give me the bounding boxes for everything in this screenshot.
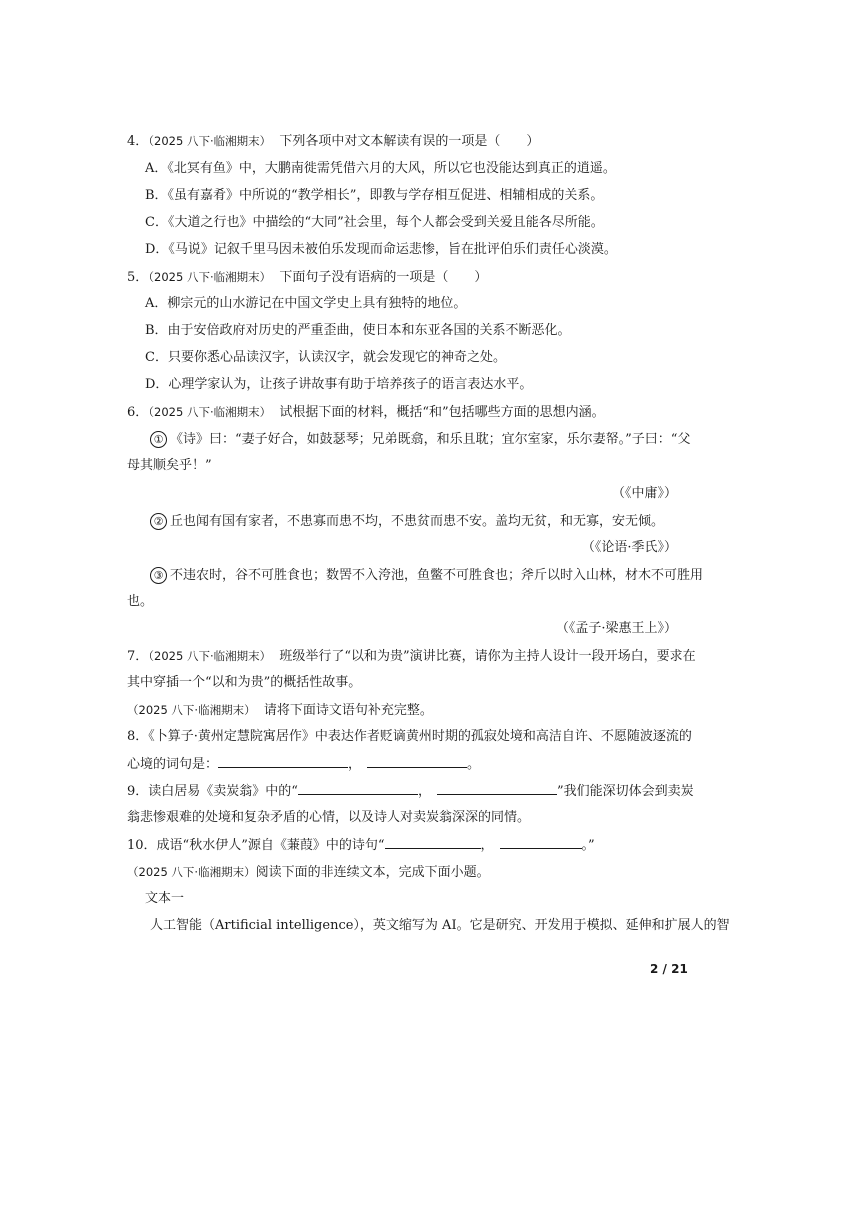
source-tag: （2025 八下·临湘期末） [148, 649, 272, 663]
section-instruction: 阅读下面的非连续文本，完成下面小题。 [255, 865, 490, 880]
end-mark: 。 [467, 757, 481, 772]
source-tag: （2025 八下·临湘期末） [148, 270, 272, 284]
question-7-line2: 其中穿插一个“以和为贵”的概括性故事。 [127, 675, 362, 690]
question-text: ”我们能深切体会到卖炭 [556, 784, 694, 799]
option-d: D．《马说》记叙千里马因未被伯乐发现而命运悲惨，旨在批评伯乐们责任心淡漠。 [145, 242, 617, 257]
material-2-line1 [150, 513, 664, 530]
answer-blank[interactable] [437, 783, 557, 795]
option-b: B．《虽有嘉肴》中所说的“教学相长”，即教与学存相互促进、相辅相成的关系。 [145, 188, 604, 203]
end-mark: 。” [581, 838, 595, 853]
question-7-stem [127, 648, 696, 665]
question-9-line2: 翁悲惨艰难的处境和复杂矛盾的心情，以及诗人对卖炭翁深深的同情。 [127, 810, 531, 825]
text1-heading: 文本一 [145, 891, 185, 906]
question-text: 试根据下面的材料，概括“和”包括哪些方面的思想内涵。 [279, 405, 605, 420]
source-tag: （2025 八下·临湘期末） [148, 134, 272, 148]
separator: ， [417, 784, 431, 799]
circled-number: ② [150, 513, 167, 530]
question-5-stem [127, 269, 487, 286]
material-text: 《诗》曰：“妻子好合，如鼓瑟琴；兄弟既翕，和乐且耽；宜尔室家，乐尔妻帑。”子曰：“父 [170, 432, 691, 447]
source-tag: （2025 八下·临湘期末） [127, 865, 256, 879]
material-text: 丘也闻有国有家者，不患寡而患不均，不患贫而患不安。盖均无贫，和无寡，安无倾。 [170, 514, 665, 529]
option-d: D．心理学家认为，让孩子讲故事有助于培养孩子的语言表达水平。 [145, 377, 533, 392]
source-tag: （2025 八下·临湘期末） [148, 405, 272, 419]
section-instruction: 请将下面诗文语句补充完整。 [263, 703, 433, 718]
question-8-line2 [127, 756, 480, 773]
material-3-line1 [150, 567, 703, 584]
source-tag: （2025 八下·临湘期末） [127, 703, 256, 717]
question-number: 9． [127, 784, 149, 799]
option-b: B．由于安倍政府对历史的严重歪曲，使日本和东亚各国的关系不断恶化。 [145, 323, 571, 338]
question-text: 读白居易《卖炭翁》中的“ [148, 784, 298, 799]
material-1-line2: 母其顺矣乎！” [127, 458, 212, 473]
answer-blank[interactable] [500, 837, 582, 849]
question-text: 成语“秋水伊人”源自《蒹葭》中的诗句“ [156, 838, 385, 853]
answer-blank[interactable] [218, 756, 348, 768]
question-number: 10． [127, 838, 157, 853]
question-number: 8． [127, 729, 149, 744]
option-a: A．《北冥有鱼》中，大鹏南徙需凭借六月的大风，所以它也没能达到真正的逍遥。 [145, 161, 616, 176]
question-number: 7． [127, 649, 149, 664]
answer-blank[interactable] [367, 756, 467, 768]
option-a: A．柳宗元的山水游记在中国文学史上具有独特的地位。 [145, 296, 467, 311]
option-c: C．只要你悉心品读汉字，认读汉字，就会发现它的神奇之处。 [145, 350, 506, 365]
question-4-stem [127, 133, 539, 150]
material-text: 不违农时，谷不可胜食也；数罟不入洿池，鱼鳖不可胜食也；斧斤以时入山林，材木不可胜用 [170, 568, 704, 583]
question-8-line1 [127, 729, 692, 745]
material-2-source: （《论语·季氏》） [581, 540, 677, 555]
question-6-stem [127, 404, 605, 421]
question-number: 4． [127, 134, 149, 149]
separator: ， [480, 838, 494, 853]
question-number: 6． [127, 405, 149, 420]
question-number: 5． [127, 270, 149, 285]
question-text: 班级举行了“以和为贵”演讲比赛，请你为主持人设计一段开场白，要求在 [279, 649, 696, 664]
material-3-line2: 也。 [127, 594, 154, 609]
material-1-line1 [150, 431, 690, 448]
answer-blank[interactable] [385, 837, 481, 849]
section-read-heading [127, 864, 490, 881]
page-number: 2 / 21 [650, 962, 688, 976]
option-c: C．《大道之行也》中描绘的“大同”社会里，每个人都会受到关爱且能各尽所能。 [145, 215, 604, 230]
question-text: 《卜算子·黄州定慧院寓居作》中表达作者贬谪黄州时期的孤寂处境和高洁自许、不愿随波逐流的 [148, 729, 692, 744]
separator: ， [348, 757, 362, 772]
question-text: 下列各项中对文本解读有误的一项是（ ） [279, 134, 540, 149]
section-fill-heading [127, 702, 433, 719]
circled-number: ① [150, 431, 167, 448]
answer-blank[interactable] [298, 783, 418, 795]
text1-paragraph: 人工智能（Artificial intelligence），英文缩写为 AI。它是研究、开发用于模拟、延伸和扩展人的智 [150, 918, 730, 933]
circled-number: ③ [150, 567, 167, 584]
question-text: 心境的词句是： [127, 757, 219, 772]
question-text: 下面句子没有语病的一项是（ ） [279, 270, 488, 285]
material-1-source: （《中庸》） [611, 486, 677, 501]
question-9-line1 [127, 783, 694, 800]
material-3-source: （《孟子·梁惠王上》） [555, 621, 677, 636]
question-10-line1 [127, 837, 595, 854]
